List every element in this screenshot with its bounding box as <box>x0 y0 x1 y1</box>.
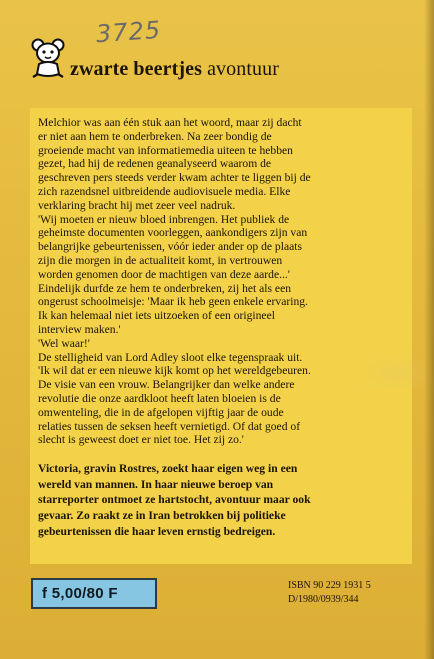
excerpt-line: 'Wij moeten er nieuw bloed inbrengen. Het publiek de <box>38 212 290 226</box>
excerpt-line: Melchior was aan één stuk aan het woord, maar zij dacht <box>38 116 302 129</box>
legal-deposit-number: D/1980/0939/344 <box>288 594 359 605</box>
handwritten-number: 3725 <box>95 15 162 49</box>
excerpt-line: groeiende macht van informatiemedia uiteen te hebben <box>38 143 293 157</box>
synopsis-line: starreporter ontmoet ze hartstocht, avontuur maar ook <box>38 493 311 507</box>
excerpt-line: geschreven pers steeds verder kwam achter te liggen bij de <box>38 171 311 185</box>
series-name-regular: avontuur <box>207 58 279 80</box>
excerpt-line: zich razendsnel uitbreidende audiovisuele media. Elke <box>38 184 291 198</box>
excerpt-line: omwenteling, die in de afgelopen vijftig jaar de oude <box>38 405 284 419</box>
excerpt-line: belangrijke gebeurtenissen, vóór ieder ander op de plaats <box>38 240 302 254</box>
excerpt-line: 'Ik wil dat er een nieuwe kijk komt op het wereldgebeuren. <box>38 364 311 378</box>
series-name-bold: zwarte beertjes <box>70 58 202 80</box>
excerpt-line: 'Wel waar!' <box>38 336 90 350</box>
synopsis-line: Victoria, gravin Rostres, zoekt haar eigen weg in een <box>38 462 298 476</box>
excerpt-line: relaties tussen de seksen heeft vernietigd. Of dat goed of <box>38 419 301 433</box>
excerpt-line: De stelligheid van Lord Adley sloot elke tegenspraak uit. <box>38 350 303 364</box>
price-sticker: f 5,00/80 F <box>31 578 157 609</box>
paragraph-gap <box>38 447 404 461</box>
bear-logo-icon <box>30 38 66 78</box>
excerpt-line: De visie van een vrouw. Belangrijker dan welke andere <box>38 378 295 392</box>
excerpt-line: slecht is geweest doet er niet toe. Het zij zo.' <box>38 433 244 447</box>
excerpt-line: gezet, had hij de redenen geanalyseerd waarom de <box>38 157 272 171</box>
synopsis-line: wereld van mannen. In haar nieuwe beroep van <box>38 477 274 491</box>
publication-codes <box>288 579 418 607</box>
excerpt-line: zijn die morgen in de actualiteit komt, in vertrouwen <box>38 253 283 267</box>
excerpt-line: ongerust schoolmeisje: 'Maar ik heb geen enkele ervaring. <box>38 295 308 309</box>
excerpt-line: geheimste documenten voorleggen, aankondigers zijn van <box>38 226 308 240</box>
excerpt-text <box>38 116 404 447</box>
synopsis-text <box>38 461 404 539</box>
isbn-number: ISBN 90 229 1931 5 <box>288 580 371 591</box>
excerpt-line: verklaring bracht hij met zeer veel nadruk. <box>38 198 236 212</box>
excerpt-line: interview maken.' <box>38 322 121 336</box>
excerpt-line: Ik kan helemaal niet iets uitzoeken of een origineel <box>38 309 275 323</box>
excerpt-line: Eindelijk durfde ze hem te onderbreken, zij het als een <box>38 281 292 295</box>
synopsis-line: gevaar. Zo raakt ze in Iran betrokken bij politieke <box>38 508 286 522</box>
excerpt-line: er niet aan hem te onderbreken. Na zeer bondig de <box>38 129 272 143</box>
blurb-panel <box>30 108 412 564</box>
excerpt-line: revolutie die onze aardkloot heeft laten bloeien is de <box>38 391 281 405</box>
synopsis-line: gebeurtenissen die haar leven ernstig bedreigen. <box>38 524 276 538</box>
paper-stain <box>366 358 426 388</box>
excerpt-line: worden genomen door de machtigen van deze aarde...' <box>38 267 290 281</box>
series-title <box>70 58 279 81</box>
